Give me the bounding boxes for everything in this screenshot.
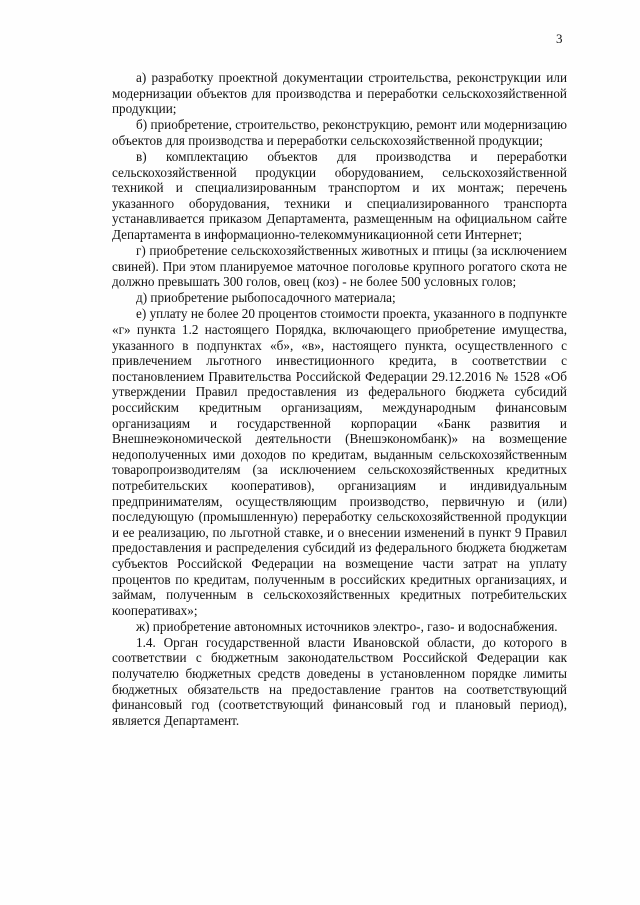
paragraph-a: а) разработку проектной документации строительства, реконструкции или модернизации объектов для производства и переработки сельскохозяйственной продукции; — [112, 70, 567, 117]
document-body — [112, 70, 567, 729]
paragraph-v: в) комплектацию объектов для производства и переработки сельскохозяйственной продукции оборудованием, сельскохозяйственной техникой и специализированным транспортом и их монтаж; перечень указанного оборудования, техники и специализированного транспорта устанавливается приказом Департамента, размещенным на официальном сайте Департамента в информационно-телекоммуникационной сети Интернет; — [112, 148, 567, 242]
paragraph-g: г) приобретение сельскохозяйственных животных и птицы (за исключением свиней). При этом планируемое маточное поголовье крупного рогатого скота не должно превышать 300 голов, овец (коз) - не более 500 условных голов; — [112, 243, 567, 290]
paragraph-b: б) приобретение, строительство, реконструкцию, ремонт или модернизацию объектов для производства и переработки сельскохозяйственной продукции; — [112, 117, 567, 148]
paragraph-e: е) уплату не более 20 процентов стоимости проекта, указанного в подпункте «г» пункта 1.2 настоящего Порядка, включающего приобретение имущества, указанного в подпунктах «б», «в», настоящего пункта, осуществленного с привлечением льготного инвестиционного кредита, в соответствии с постановлением Правительства Российской Федерации 29.12.2016 № 1528 «Об утверждении Правил предоставления из федерального бюджета субсидий российским кредитным организациям, международным финансовым организациям и государственной корпорации «Банк развития и Внешнеэкономической деятельности (Внешэкономбанк)» на возмещение недополученных ими доходов по кредитам, выданным сельскохозяйственным товаропроизводителям (за исключением сельскохозяйственных кредитных потребительских кооперативов), организациям и индивидуальным предпринимателям, осуществляющим производство, первичную и (или) последующую (промышленную) переработку сельскохозяйственной продукции и ее реализацию, по льготной ставке, и о внесении изменений в пункт 9 Правил предоставления и распределения субсидий из федерального бюджета бюджетам субъектов Российской Федерации на возмещение части затрат на уплату процентов по кредитам, полученным в российских кредитных организациях, и займам, полученным в сельскохозяйственных кредитных потребительских кооперативах»; — [112, 306, 567, 618]
paragraph-1-4: 1.4. Орган государственной власти Ивановской области, до которого в соответствии с бюджетным законодательством Российской Федерации как получателю бюджетных средств доведены в установленном порядке лимиты бюджетных обязательств на предоставление грантов на соответствующий финансовый год (соответствующий финансовый год и плановый период), является Департамент. — [112, 634, 567, 728]
paragraph-d: д) приобретение рыбопосадочного материала; — [136, 290, 396, 306]
page-number: 3 — [556, 31, 563, 46]
paragraph-zh: ж) приобретение автономных источников электро-, газо- и водоснабжения. — [136, 618, 558, 634]
